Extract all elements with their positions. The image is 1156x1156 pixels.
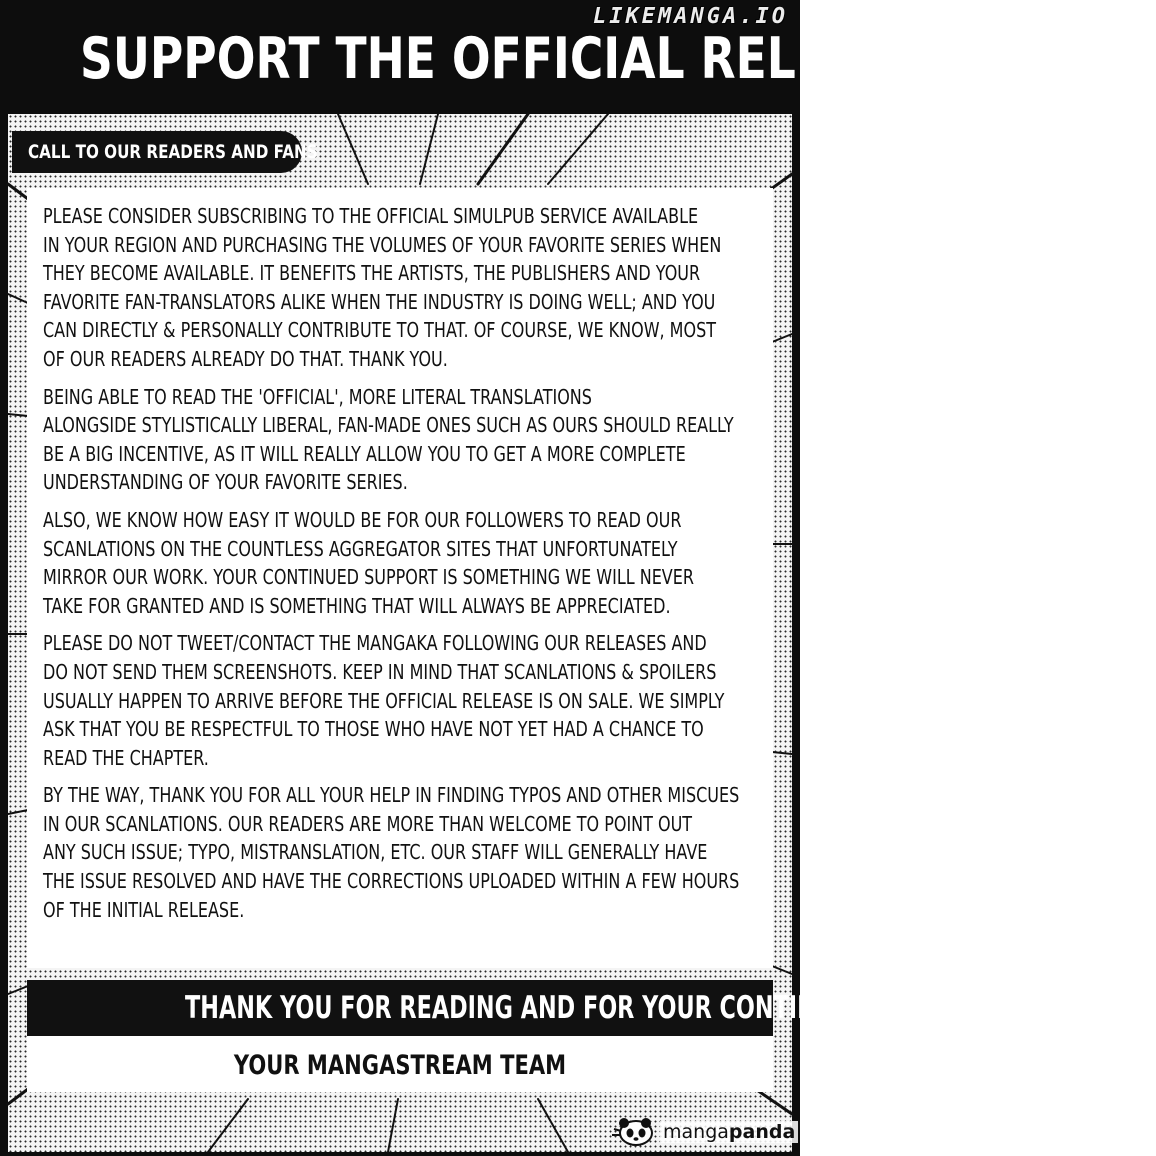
text-line: OF OUR READERS ALREADY DO THAT. THANK YOU.	[43, 346, 448, 371]
signature-box	[27, 1036, 773, 1092]
page-title: SUPPORT THE OFFICIAL RELEASE	[80, 26, 927, 92]
text-line: TAKE FOR GRANTED AND IS SOMETHING THAT WILL ALWAYS BE APPRECIATED.	[43, 593, 671, 618]
panda-icon	[612, 1115, 656, 1149]
text-line: READ THE CHAPTER.	[43, 745, 209, 770]
text-line: ASK THAT YOU BE RESPECTFUL TO THOSE WHO HAVE NOT YET HAD A CHANCE TO	[43, 717, 704, 742]
text-line: MIRROR OUR WORK. YOUR CONTINUED SUPPORT IS SOMETHING WE WILL NEVER	[43, 565, 694, 590]
logo-wordmark	[660, 1121, 798, 1143]
team-signature: YOUR MANGASTREAM TEAM	[233, 1050, 567, 1081]
text-line: DO NOT SEND THEM SCREENSHOTS. KEEP IN MIND THAT SCANLATIONS & SPOILERS	[43, 659, 717, 684]
text-line: OF THE INITIAL RELEASE.	[43, 897, 245, 922]
thanks-banner	[27, 980, 998, 1036]
text-line: CAN DIRECTLY & PERSONALLY CONTRIBUTE TO THAT. OF COURSE, WE KNOW, MOST	[43, 318, 717, 343]
text-line: ANY SUCH ISSUE; TYPO, MISTRANSLATION, ETC. OUR STAFF WILL GENERALLY HAVE	[43, 840, 708, 865]
thanks-text: THANK YOU FOR READING AND FOR YOUR CONTINUED SUPPORT.	[185, 990, 998, 1026]
text-line: BY THE WAY, THANK YOU FOR ALL YOUR HELP IN FINDING TYPOS AND OTHER MISCUES	[43, 783, 740, 808]
text-line: ALONGSIDE STYLISTICALLY LIBERAL, FAN-MADE ONES SUCH AS OURS SHOULD REALLY	[43, 413, 734, 438]
paragraph-5	[43, 781, 763, 924]
text-line: ALSO, WE KNOW HOW EASY IT WOULD BE FOR OUR FOLLOWERS TO READ OUR	[43, 507, 682, 532]
paragraph-3	[43, 506, 763, 620]
text-line: THEY BECOME AVAILABLE. IT BENEFITS THE ARTISTS, THE PUBLISHERS AND YOUR	[43, 261, 701, 286]
message-body	[43, 202, 763, 933]
text-line: USUALLY HAPPEN TO ARRIVE BEFORE THE OFFICIAL RELEASE IS ON SALE. WE SIMPLY	[43, 688, 725, 713]
text-line: BEING ABLE TO READ THE 'OFFICIAL', MORE LITERAL TRANSLATIONS	[43, 384, 592, 409]
paragraph-1	[43, 202, 763, 374]
section-label-tab	[12, 131, 318, 173]
paragraph-4	[43, 629, 763, 772]
paragraph-2	[43, 383, 763, 497]
mangapanda-logo	[612, 1114, 796, 1150]
text-line: BE A BIG INCENTIVE, AS IT WILL REALLY ALLOW YOU TO GET A MORE COMPLETE	[43, 441, 686, 466]
section-label: CALL TO OUR READERS AND FANS	[28, 141, 318, 163]
text-line: PLEASE CONSIDER SUBSCRIBING TO THE OFFICIAL SIMULPUB SERVICE AVAILABLE	[43, 204, 699, 228]
text-line: THE ISSUE RESOLVED AND HAVE THE CORRECTIONS UPLOADED WITHIN A FEW HOURS	[43, 869, 740, 894]
site-watermark: LIKEMANGA.IO	[593, 4, 788, 29]
text-line: UNDERSTANDING OF YOUR FAVORITE SERIES.	[43, 470, 408, 495]
text-line: PLEASE DO NOT TWEET/CONTACT THE MANGAKA FOLLOWING OUR RELEASES AND	[43, 631, 707, 656]
logo-text-light: manga	[663, 1121, 729, 1143]
text-line: SCANLATIONS ON THE COUNTLESS AGGREGATOR SITES THAT UNFORTUNATELY	[43, 536, 678, 561]
text-line: IN OUR SCANLATIONS. OUR READERS ARE MORE THAN WELCOME TO POINT OUT	[43, 811, 693, 836]
text-line: FAVORITE FAN-TRANSLATORS ALIKE WHEN THE INDUSTRY IS DOING WELL; AND YOU	[43, 289, 716, 314]
text-line: IN YOUR REGION AND PURCHASING THE VOLUMES OF YOUR FAVORITE SERIES WHEN	[43, 232, 722, 257]
logo-text-bold: panda	[728, 1121, 796, 1143]
